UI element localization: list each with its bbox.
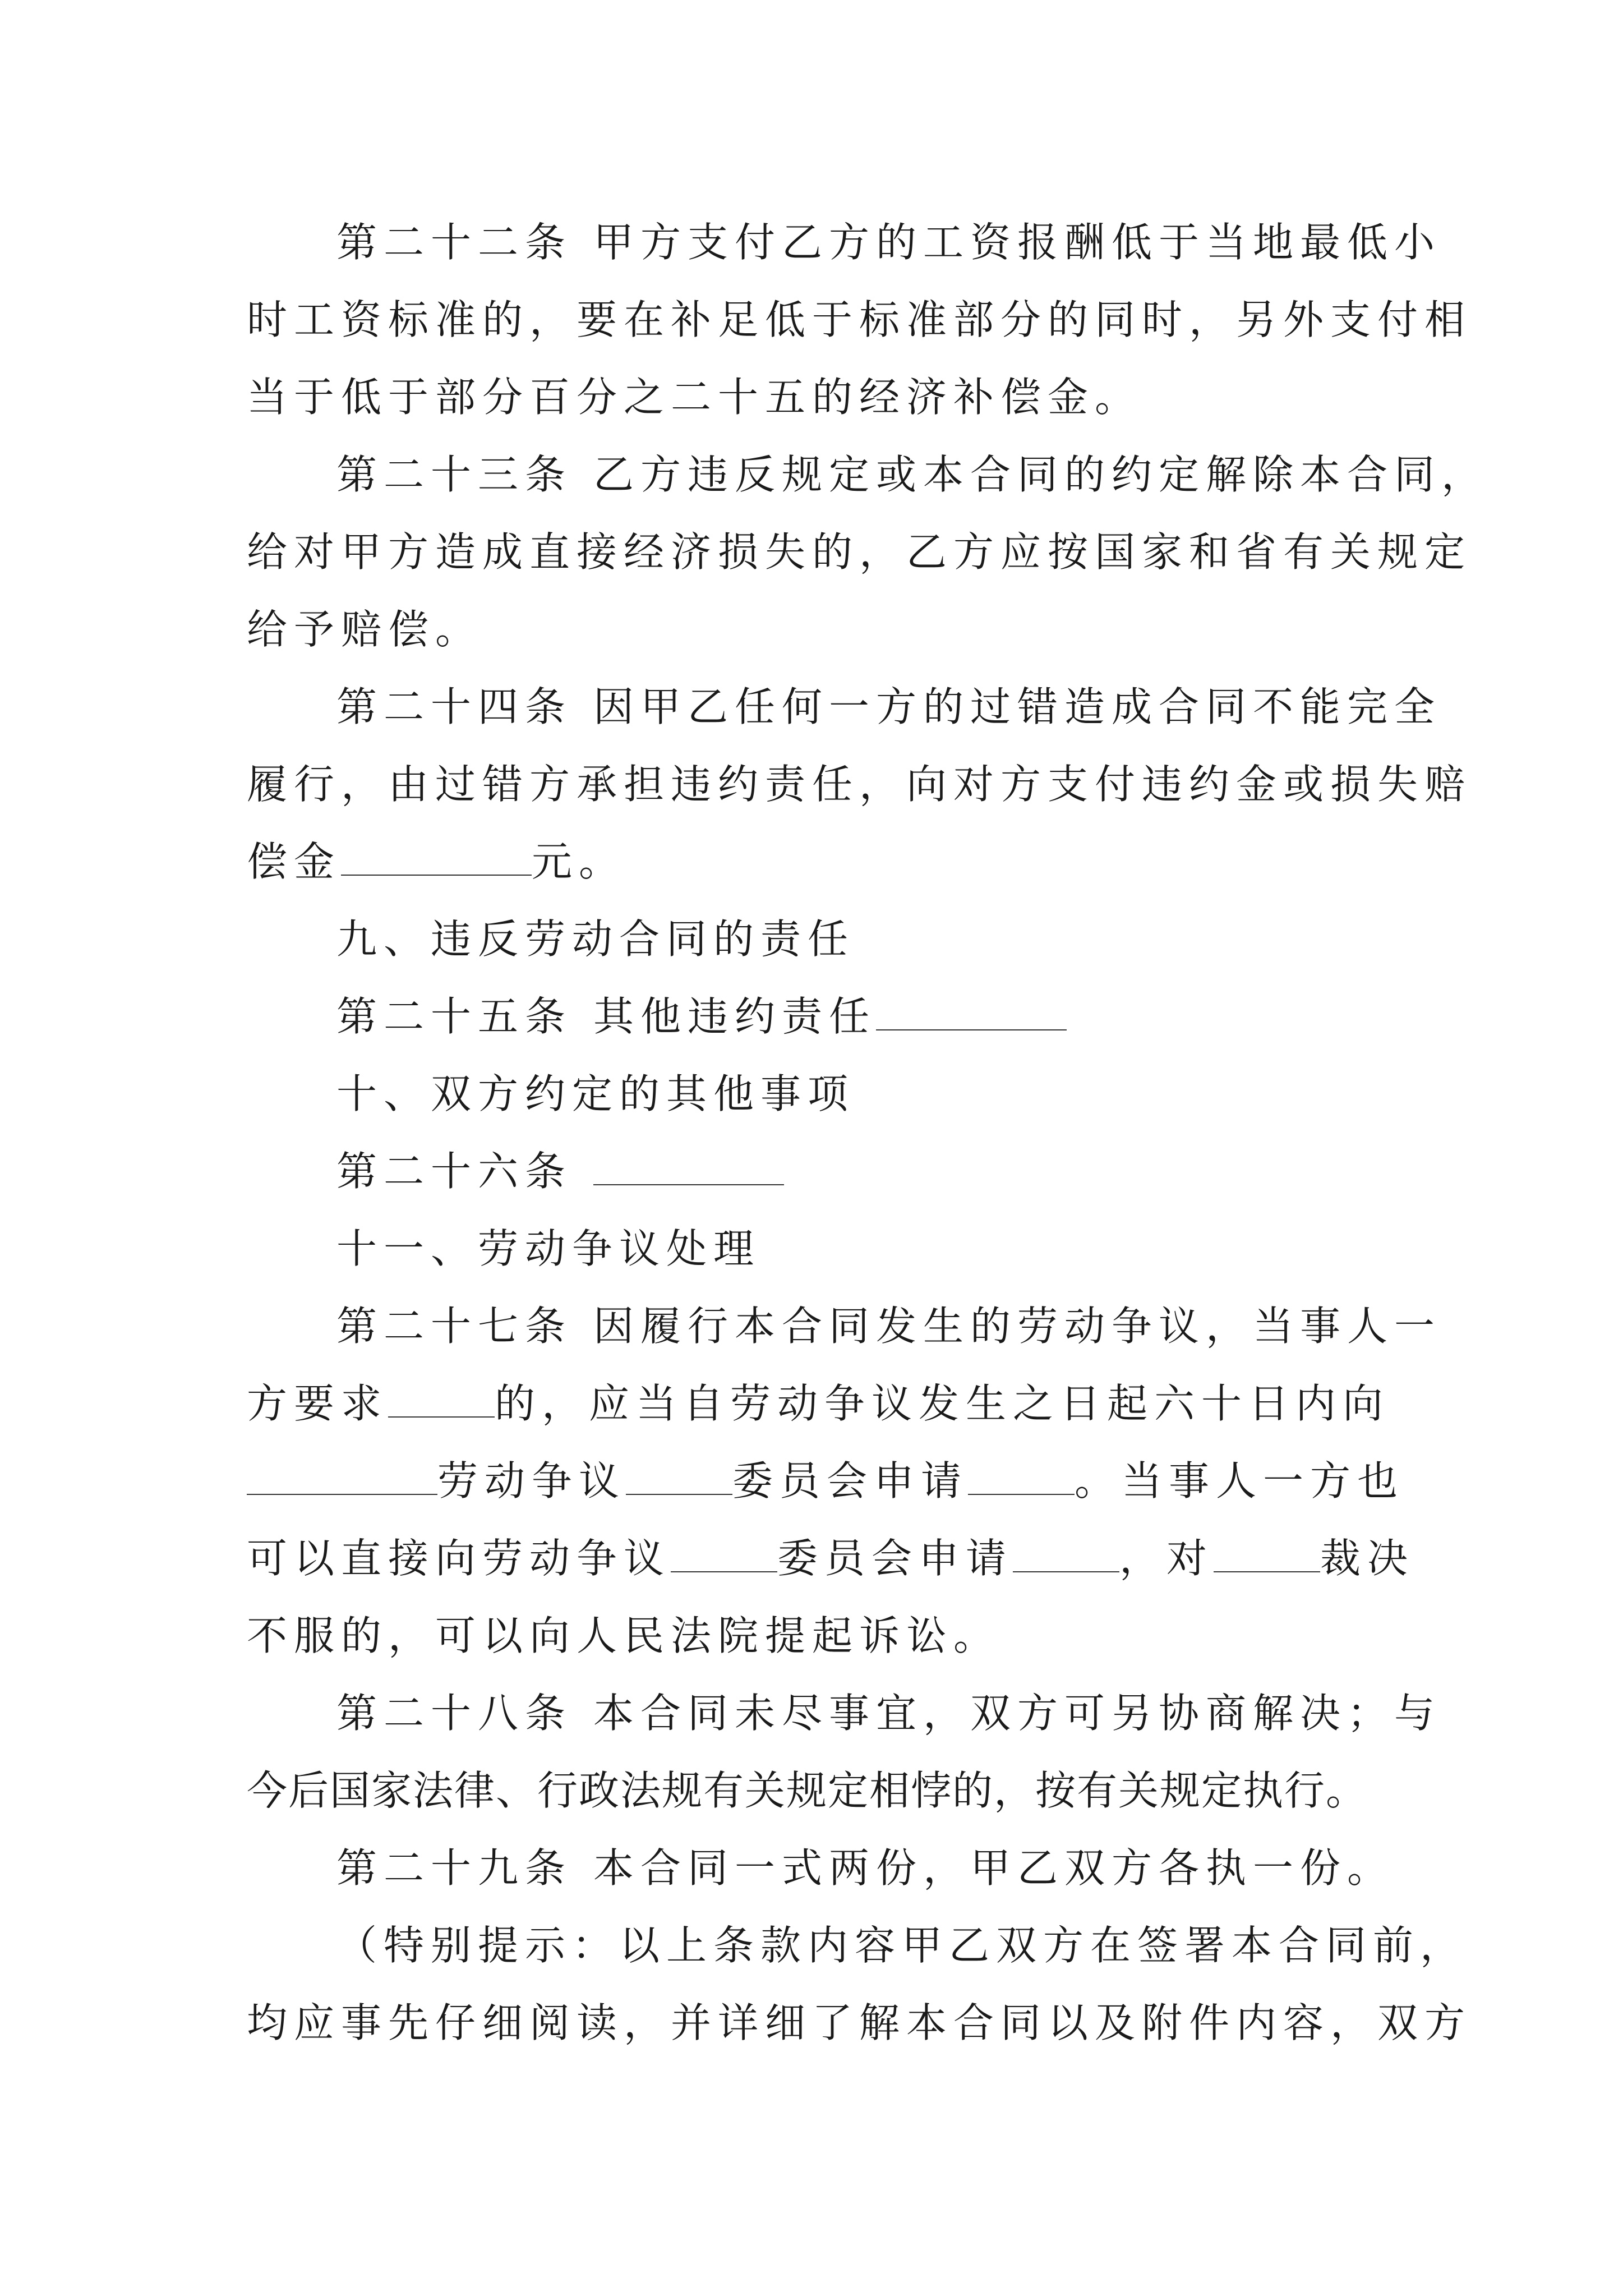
article-number: 第二十八条 [336, 1690, 573, 1737]
article-22-line-3: 当于低于部分百分之二十五的经济补偿金。 [247, 374, 1142, 421]
fill-in-blank[interactable] [671, 1535, 777, 1572]
section-heading-10: 十、双方约定的其他事项 [336, 1070, 855, 1117]
fill-in-blank[interactable] [1013, 1535, 1119, 1572]
article-28-line-1: 第二十八条 本合同未尽事宜，双方可另协商解决；与 [336, 1690, 1442, 1737]
article-25: 第二十五条 其他违约责任 [336, 988, 1067, 1045]
article-number: 第二十六条 [336, 1148, 573, 1195]
article-27-line-4: 可以直接向劳动争议 委员会申请 ，对 裁决 [247, 1535, 1415, 1582]
fill-in-blank[interactable] [876, 993, 1067, 1030]
fill-in-blank[interactable] [1214, 1535, 1320, 1572]
article-27-line-1: 第二十七条 因履行本合同发生的劳动争议，当事人一 [336, 1303, 1442, 1350]
fill-in-blank[interactable] [593, 1148, 784, 1185]
notice-line-2: 均应事先仔细阅读，并详细了解本合同以及附件内容，双方 [247, 1999, 1472, 2046]
article-22-line-1: 第二十二条 甲方支付乙方的工资报酬低于当地最低小 [336, 219, 1442, 266]
article-26 [336, 1143, 784, 1199]
notice-line-1: （特别提示：以上条款内容甲乙双方在签署本合同前， [336, 1922, 1468, 1969]
article-27-line-3: 劳动争议 委员会申请 。当事人一方也 [247, 1453, 1404, 1509]
article-23-line-2: 给对甲方造成直接经济损失的，乙方应按国家和省有关规定 [247, 528, 1472, 576]
fill-in-blank[interactable] [968, 1458, 1075, 1495]
article-27-line-2: 方要求 的，应当自劳动争议发生之日起六十日内向 [247, 1380, 1390, 1427]
article-29: 第二十九条 本合同一式两份，甲乙双方各执一份。 [336, 1844, 1395, 1892]
fill-in-blank[interactable] [626, 1458, 732, 1495]
article-number: 第二十二条 [336, 219, 573, 266]
article-number: 第二十七条 [336, 1303, 573, 1350]
article-number: 第二十三条 [336, 451, 573, 498]
article-23-line-3: 给予赔偿。 [247, 606, 483, 653]
section-heading-9: 九、违反劳动合同的责任 [336, 915, 855, 963]
article-28-line-2: 今后国家法律、行政法规有关规定相悖的，按有关规定执行。 [247, 1767, 1368, 1814]
article-23-line-1: 第二十三条 乙方违反规定或本合同的约定解除本合同， [336, 451, 1489, 498]
fill-in-blank[interactable] [247, 1458, 437, 1495]
article-number: 第二十五条 [336, 993, 573, 1040]
article-24-line-3: 偿金 元。 [247, 838, 626, 885]
article-27-line-5: 不服的，可以向人民法院提起诉讼。 [247, 1612, 1001, 1659]
fill-in-blank[interactable] [388, 1381, 495, 1418]
fill-in-blank[interactable] [341, 839, 532, 876]
article-number: 第二十九条 [336, 1844, 573, 1892]
article-number: 第二十四条 [336, 683, 573, 730]
article-22-line-2: 时工资标准的，要在补足低于标准部分的同时，另外支付相 [247, 296, 1472, 343]
article-24-line-2: 履行，由过错方承担违约责任，向对方支付违约金或损失赔 [247, 761, 1472, 808]
article-24-line-1: 第二十四条 因甲乙任何一方的过错造成合同不能完全 [336, 683, 1442, 730]
section-heading-11: 十一、劳动争议处理 [336, 1225, 761, 1272]
